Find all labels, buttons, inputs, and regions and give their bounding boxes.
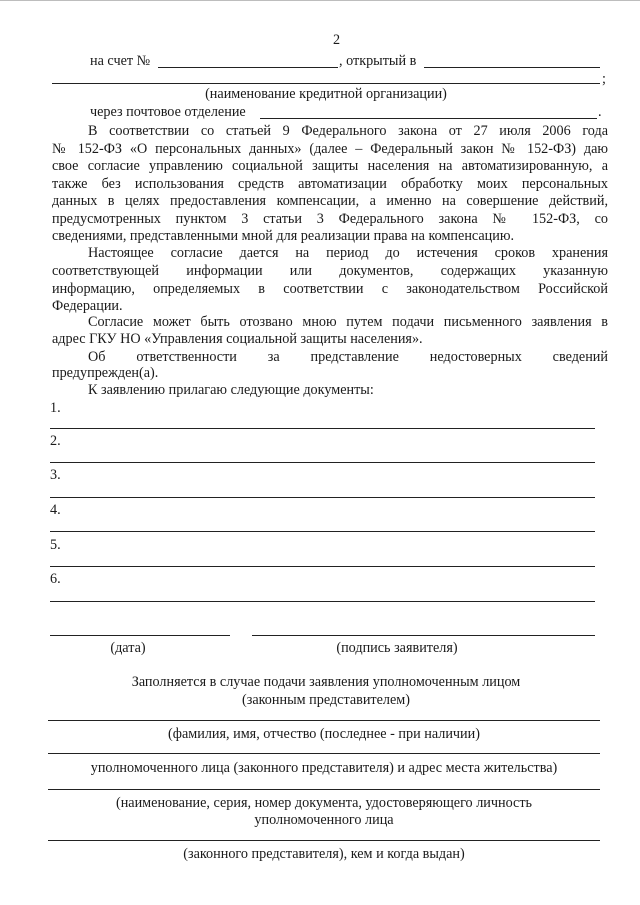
page-number: 2 bbox=[333, 32, 341, 48]
bank-caption: (наименование кредитной организации) bbox=[205, 86, 447, 102]
post-office-label: через почтовое отделение bbox=[90, 104, 246, 120]
attachments-intro: К заявлению прилагаю следующие документы: bbox=[88, 382, 374, 398]
consent-line-2: № 152-ФЗ «О персональных данных» (далее – Федеральный закон № 152-ФЗ) даю bbox=[52, 141, 608, 157]
attachment-line-1[interactable] bbox=[50, 428, 595, 429]
consent-line-7: сведениями, представленными мной для реализации права на компенсацию. bbox=[52, 228, 515, 244]
period-line-3: информацию, определяемых в соответствии с законодательством Российской bbox=[52, 281, 608, 297]
attachment-line-6[interactable] bbox=[50, 601, 595, 602]
account-prefix: на счет № bbox=[90, 53, 151, 69]
account-number-field[interactable] bbox=[158, 67, 338, 68]
consent-line-6: предусмотренных пунктом 3 статьи 3 Федерального закона № 152-ФЗ, со bbox=[52, 211, 608, 227]
attachment-number: 1. bbox=[50, 400, 61, 416]
representative-heading-1: Заполняется в случае подачи заявления уполномоченным лицом bbox=[131, 674, 521, 690]
date-field[interactable] bbox=[50, 635, 230, 636]
representative-issued-field[interactable] bbox=[48, 840, 600, 841]
attachment-number: 2. bbox=[50, 433, 61, 449]
period-line-1: Настоящее согласие дается на период до истечения сроков хранения bbox=[88, 245, 608, 261]
attachment-number: 5. bbox=[50, 537, 61, 553]
post-office-field[interactable] bbox=[260, 118, 597, 119]
representative-document-caption-2: уполномоченного лица bbox=[254, 812, 394, 828]
liability-line-2: предупрежден(а). bbox=[52, 365, 159, 381]
page-top-edge bbox=[0, 0, 640, 1]
representative-fio-caption: (фамилия, имя, отчество (последнее - при наличии) bbox=[168, 726, 480, 742]
semicolon: ; bbox=[602, 71, 606, 87]
liability-line-1: Об ответственности за представление недостоверных сведений bbox=[88, 349, 608, 365]
representative-address-field[interactable] bbox=[48, 753, 600, 754]
consent-line-4: также без использования средств автоматизации обработку моих персональных bbox=[52, 176, 608, 192]
consent-line-1: В соответствии со статьей 9 Федерального закона от 27 июля 2006 года bbox=[88, 123, 608, 139]
representative-heading-2: (законным представителем) bbox=[242, 692, 410, 708]
period-line-2: соответствующей информации или документов, содержащих указанную bbox=[52, 263, 608, 279]
attachment-line-2[interactable] bbox=[50, 462, 595, 463]
representative-document-caption-1: (наименование, серия, номер документа, удостоверяющего личность bbox=[115, 795, 533, 811]
period-line-4: Федерации. bbox=[52, 298, 123, 314]
consent-line-5: данных в целях предоставления компенсации, а именно на совершение действий, bbox=[52, 193, 608, 209]
attachment-number: 6. bbox=[50, 571, 61, 587]
attachment-line-3[interactable] bbox=[50, 497, 595, 498]
revocation-line-2: адрес ГКУ НО «Управления социальной защиты населения». bbox=[52, 331, 423, 347]
bank-name-field[interactable] bbox=[52, 83, 600, 84]
signature-caption: (подпись заявителя) bbox=[336, 640, 458, 656]
representative-fio-field[interactable] bbox=[48, 720, 600, 721]
consent-line-3: свое согласие управлению социальной защиты населения на автоматизированную, а bbox=[52, 158, 608, 174]
attachment-number: 3. bbox=[50, 467, 61, 483]
date-caption: (дата) bbox=[110, 640, 146, 656]
representative-address-caption: уполномоченного лица (законного представителя) и адрес места жительства) bbox=[90, 760, 558, 776]
attachment-line-5[interactable] bbox=[50, 566, 595, 567]
representative-issued-caption: (законного представителя), кем и когда выдан) bbox=[183, 846, 465, 862]
account-opened-in: , открытый в bbox=[339, 53, 417, 69]
post-office-end: . bbox=[598, 104, 602, 120]
revocation-line-1: Согласие может быть отозвано мною путем подачи письменного заявления в bbox=[88, 314, 608, 330]
representative-document-field[interactable] bbox=[48, 789, 600, 790]
signature-field[interactable] bbox=[252, 635, 595, 636]
attachment-number: 4. bbox=[50, 502, 61, 518]
attachment-line-4[interactable] bbox=[50, 531, 595, 532]
opened-in-field[interactable] bbox=[424, 67, 600, 68]
